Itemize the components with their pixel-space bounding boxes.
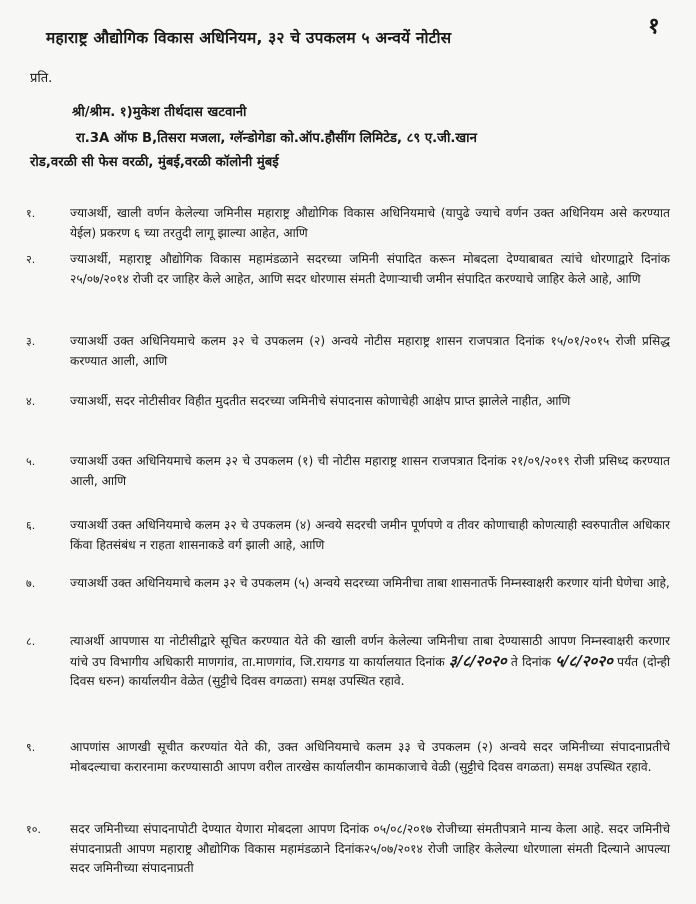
paragraph-number: ५. [26, 455, 36, 468]
handwritten-end-date: ५/८/२०२० [555, 651, 613, 670]
paragraph-text: ज्याअर्थी, खाली वर्णन केलेल्या जमिनीस महाराष्ट्र औद्योगिक विकास अधिनियमाचे (यापुढे ज्याचे वर्णन उक्त अधिनियम असे करण्यात येईल) प्रकरण ६ च्या तरतुदी लागू झाल्या आहेत, आणि [70, 206, 670, 240]
paragraph-text: ज्याअर्थी, सदर नोटीसीवर विहीत मुदतीत सदरच्या जमिनीचे संपादनास कोणाचेही आक्षेप प्राप्त झालेले नाहीत, आणि [70, 394, 571, 408]
notice-title: महाराष्ट्र औद्योगिक विकास अधिनियम, ३२ चे उपकलम ५ अन्वयें नोटीस [46, 29, 452, 47]
paragraph-number: १. [26, 207, 36, 220]
paragraph-number: २. [26, 253, 36, 266]
paragraph-text: ज्याअर्थी उक्त अधिनियमाचे कलम ३२ चे उपकलम (२) अन्वये नोटीस महाराष्ट्र शासन राजपत्रात दिनांक १५/०१/२०१५ रोजी प्रसिद्ध करण्यात आली, आणि [70, 334, 670, 368]
handwritten-start-date: ३/८/२०२० [448, 651, 507, 670]
paragraph-text: आपणांस आणखी सूचीत करण्यांत येते की, उक्त अधिनियमाचे कलम ३३ चे उपकलम (२) अन्वये सदर जमिनीच्या संपादनाप्रतीचे मोबदल्याचा करारनामा करण्यासाठी आपण वरील तारखेस कार्यालयीन कामकाजाचे वेळी (सुट्टीचे दिवस वगळता) समक्ष उपस्थित रहावे. [70, 740, 670, 774]
paragraph-number: ८. [26, 635, 36, 648]
paragraph-text: ज्याअर्थी उक्त अधिनियमाचे कलम ३२ चे उपकलम (४) अन्वये सदरची जमीन पूर्णपणे व तीवर कोणाचाही कोणत्याही स्वरुपातील अधिकार किंवा हितसंबंध न राहता शासनाकडे वर्ग झाली आहे, आणि [70, 518, 670, 552]
addressee-address-line1: रा.3A ऑफ B,तिसरा मजला, ग्लॅन्डोगेडा को.ऑप.हौसींग लिमिटेड, ८९ ए.जी.खान [76, 131, 477, 146]
paragraph-number: १०. [26, 823, 41, 836]
addressee-address-line2: रोड,वरळी सी फेस वरळी, मुंबई,वरळी कॉलोनी मुंबई [30, 155, 279, 170]
paragraph-number: ७. [26, 577, 36, 590]
paragraph-text [70, 632, 670, 692]
paragraph-8-text-after: पर्यंत (दोन्ही दिवस धरुन) कार्यालयीन वेळेत (सुट्टीचे दिवस वगळता) समक्ष उपस्थित रहावे. [70, 654, 670, 688]
page-number: १ [646, 13, 661, 40]
paragraph-number: ९. [26, 741, 36, 754]
paragraph-number: ३. [26, 335, 36, 348]
paragraph-text: ज्याअर्थी, महाराष्ट्र औद्योगिक विकास महामंडळाने सदरच्या जमिनी संपादित करून मोबदला देण्याबाबत त्यांचे धोरणाद्वारे दिनांक २५/०७/२०१४ रोजी दर जाहिर केले आहेत, आणि सदर धोरणास संमती देणाऱ्याची जमीन संपादित करण्याचे जाहिर केले आहे, आणि [70, 252, 670, 286]
paragraph-text: ज्याअर्थी उक्त अधिनियमाचे कलम ३२ चे उपकलम (१) ची नोटीस महाराष्ट्र शासन राजपत्रात दिनांक २१/०९/२०१९ रोजी प्रसिध्द करण्यात आली, आणि [70, 454, 670, 488]
prati-label: प्रति. [30, 71, 53, 86]
paragraph-8-text-mid: ते दिनांक [506, 654, 556, 669]
addressee-name: श्री/श्रीम. १)मुकेश तीर्थदास खटवानी [72, 105, 247, 120]
paragraph-8-text-before: त्याअर्थी आपणास या नोटीसीद्वारे सूचित करण्यात येते की खाली वर्णन केलेल्या जमिनीचा ताबा देण्यासाठी आपण निम्नस्वाक्षरी करणार यांचे उप विभागीय अधिकारी माणगांव, ता.माणगांव, जि.रायगड या कार्यालयात दिनांक [70, 634, 670, 669]
paragraph-text: सदर जमिनीच्या संपादनापोटी देण्यात येणारा मोबदला आपण दिनांक ०५/०८/२०१७ रोजीच्या संमतीपत्राने मान्य केला आहे. सदर जमिनीचे संपादनाप्रती आपण महाराष्ट्र औद्योगिक विकास महामंडळाने दिनांक२५/०७/२०१४ रोजी जाहिर केलेल्या धोरणाला संमती दिल्याने आपल्या सदर जमिनीच्या संपादनाप्रती [70, 822, 670, 875]
paragraph-number: ४. [26, 395, 36, 408]
paragraph-text: ज्याअर्थी उक्त अधिनियमाचे कलम ३२ चे उपकलम (५) अन्वये सदरच्या जमिनीचा ताबा शासनातर्फे निम्नस्वाक्षरी करणार यांनी घेणेचा आहे, [70, 576, 670, 590]
paragraph-number: ६. [26, 519, 36, 532]
